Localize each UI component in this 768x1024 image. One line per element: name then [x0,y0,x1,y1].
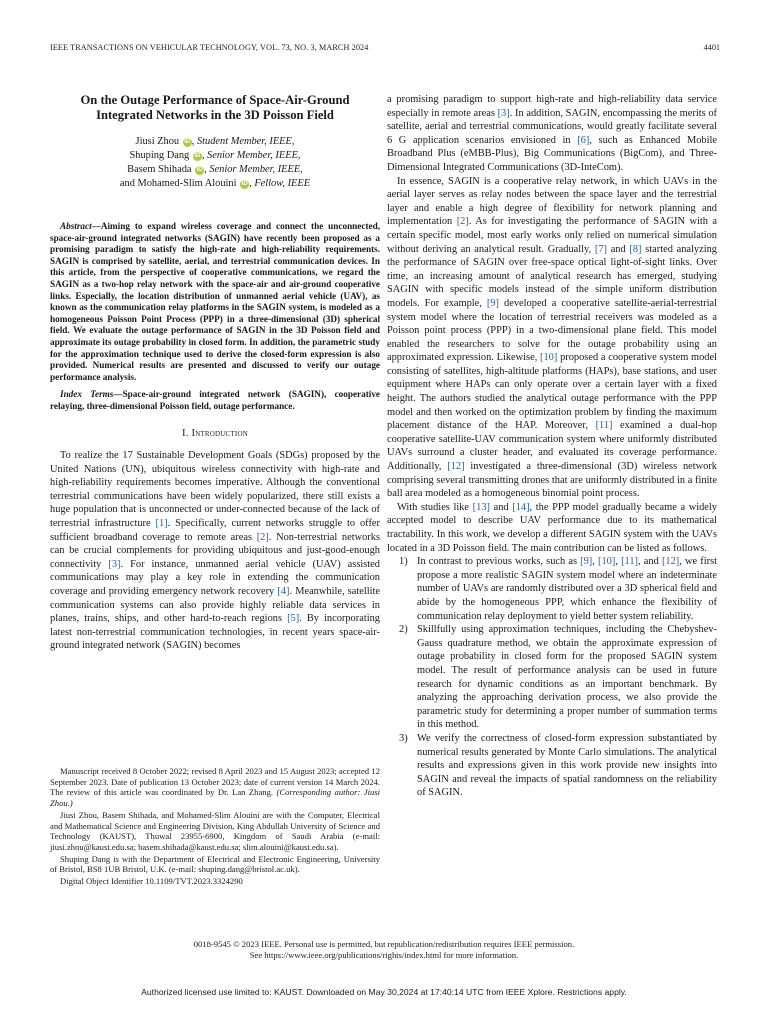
citation-link[interactable]: [6] [577,134,590,146]
contribution-item: 2) Skillfully using approximation techniques, including the Chebyshev-Gauss quadrature method, we obtain the approximate expression of outage probability in closed form for the proposed SAGIN system model. The result of performance analysis can be used in future research for dynamic conditions as an important benchmark. By analyzing the approaching derivation process, we also provide the parametric study for determining a proper number of summation terms in this method. [399,624,717,731]
affiliation-note: Jiusi Zhou, Basem Shihada, and Mohamed-Slim Alouini are with the Computer, Electrical and Mathematical Science and Engineering Division, King Abdullah University of Science and Technology (KAUST), Thuwal 23955-6900, Kingdom of Saudi Arabia (e-mail: jiusi.zhou@kaust.edu.sa; basem.shihada@kaust.edu.sa; slim.alouini@kaust.edu.sa). [50,809,380,852]
contribution-list [387,555,717,800]
doi-note: Digital Object Identifier 10.1109/TVT.2023.3324290 [60,876,243,887]
abstract-text: —Aiming to expand wireless coverage and connect the unconnected, space-air-ground integrated networks (SAGIN) have recently been proposed as a promising paradigm to satisfy the high-rate and high-reliability requirements. SAGIN is comprised by satellite, aerial, and terrestrial communication devices. In this article, from the perspective of cooperative communications, we regard the SAGIN as a two-hop relay network with the space-air and air-ground cooperative links. Especially, the location distribution of unmanned aerial vehicle (UAV), as known as the communication relay platforms in the SAGIN system, is modeled as a homogeneous Poisson Point Process (PPP) in a three-dimensional (3D) spherical field. We evaluate the outage performance of SAGIN in the 3D Poisson field and approximate its outage probability in closed form. In addition, the parametric study for the approximation technique used to derive the closed-form expression is also provided. Numerical results are presented and discussed to verify our outage performance analysis. [50,221,380,382]
author-line: Jiusi Zhou iD , Student Member, IEEE, [135,136,295,147]
citation-link[interactable]: [2] [256,531,269,543]
citation-link[interactable]: [8] [629,243,642,255]
author-name: Jiusi Zhou [135,136,180,147]
author-role: Senior Member, IEEE, [207,150,301,161]
citation-link[interactable]: [12] [661,556,680,568]
citation-link[interactable]: [14] [512,501,530,513]
citation-link[interactable]: [12] [447,461,465,473]
orcid-icon[interactable]: iD [241,181,248,187]
citation-link[interactable]: [9] [580,556,593,568]
intro-paragraph-2: In essence, SAGIN is a cooperative relay network, in which UAVs in the aerial layer serves as relay nodes between the space layer and the terrestrial layer and enable a high degree of flexibility for network planning and implementation [2]. As for investigating the performance of SAGIN with a certain specific model, most early works only relied on numerical simulation without deriving an analytical result. Gradually, [7] and [8] started analyzing the performance of SAGIN over free-space optical light-of-sight links. Over time, an increasing amount of analytical research has emerged, studying SAGIN with specific models instead of the simple uniform distribution models. For example, [9] developed a cooperative satellite-aerial-terrestrial system model where the location of terrestrial receivers was modeled as a Poisson point process (PPP) in a two-dimensional plane field. This model enabled the researchers to solve for the outage probability using an approximated expression. Likewise, [10] proposed a cooperative system model consisting of satellites, high-altitude platforms (HAPs), base stations, and user equipment where HAPs can only operate over a certain layer with a fixed height. The authors studied the analytical outage performance with the PPP model and then worked on the optimization problem by finding the maximum placement distance of the HAP. Moreover, [11] examined a dual-hop cooperative satellite-UAV communication system where uniformly distributed UAVs surround a cluster header, and evaluated its coverage performance. Additionally, [12] investigated a three-dimensional (3D) wireless network comprising several transmitting drones that are uniformly distributed in a finite ball area modeled as a homogeneous binomial point process. [387,175,718,500]
citation-link[interactable]: [11] [595,420,613,432]
manuscript-dates: Manuscript received 8 October 2022; revised 8 April 2023 and 15 August 2023; accepted 12 September 2023. Date of publication 13 October 2023; date of current version 14 March 2024. The review of this article was coordinated by Dr. Lan Zhang. [50,766,380,798]
journal-header: IEEE TRANSACTIONS ON VEHICULAR TECHNOLOGY, VOL. 73, NO. 3, MARCH 2024 [50,43,369,52]
contribution-number: 3) [399,732,408,744]
intro-paragraph-3: With studies like [13] and [14], the PPP model gradually became a widely accepted model to describe UAV performance due to its mathematical tractability. In this work, we develop a different SAGIN system with the UAVs located in a 3D Poisson field. The main contribution can be listed as follows. [387,501,717,554]
citation-link[interactable]: [7] [594,243,607,255]
intro-paragraph-1: To realize the 17 Sustainable Development Goals (SDGs) proposed by the United Nations (UN), ubiquitous wireless connectivity with high-rate and high-reliability requirements becomes imperative. Although the conventional terrestrial communications have been widely popularized, there still exists a huge population that is unconnected or under-connected because of the lack of terrestrial infrastructure [1]. Specifically, current networks struggle to offer sufficient broadband coverage to remote areas [2]. Non-terrestrial networks can be crucial complements for providing ubiquitous and just-good-enough connectivity [3]. For instance, unmanned aerial vehicle (UAV) assisted communications may play a key role in extending the communication coverage and providing emergency network recovery [4]. Meanwhile, satellite communication systems can also provide highly reliable data services in planes, trains, ships, and other hard-to-reach regions [5]. By incorporating latest non-terrestrial communication technologies, in recent years space-air-ground integrated network (SAGIN) becomes [50,450,380,652]
author-role: Fellow, IEEE [254,178,311,189]
citation-link[interactable]: [9] [486,297,500,309]
author-name: Mohamed-Slim Alouini [137,178,237,189]
index-terms [50,389,380,412]
left-column [50,93,380,653]
citation-link[interactable]: [1] [155,518,168,530]
page-number: 4401 [703,43,720,52]
author-role: Senior Member, IEEE, [209,164,303,175]
contribution-item: 1) In contrast to previous works, such as [9], [10], [11], and [12], we first propose a more realistic SAGIN system model where an indeterminate number of UAVs are randomly distributed over a 3D spherical field and abide by the homogeneous PPP, which enhance the flexibility of communication relay deployment to yield better system reliability. [399,556,717,622]
citation-link[interactable]: [5] [287,613,300,625]
section-numeral: I. [182,427,189,439]
rights-link[interactable]: See https://www.ieee.org/publications/rights/index.html for more information. [249,950,519,960]
abstract [50,221,380,383]
corresponding-author: (Corresponding author: Jiusi Zhou.) [50,787,380,809]
section-title: Introduction [191,427,248,439]
abstract-label: Abstract [60,221,92,231]
section-heading [50,427,380,441]
contribution-number: 1) [399,556,408,568]
author-line: Shuping Dang iD , Senior Member, IEEE, [129,150,301,161]
citation-link[interactable]: [10] [540,352,558,364]
author-list [50,135,380,191]
right-column [387,93,717,800]
author-line: and Mohamed-Slim Alouini iD , Fellow, IEEE [119,178,311,189]
citation-link[interactable]: [4] [277,586,290,598]
affiliation-note: Shuping Dang is with the Department of Electrical and Electronic Engineering, University of Bristol, BS8 1UB Bristol, U.K. (e-mail: shuping.dang@bristol.ac.uk). [50,853,380,875]
citation-link[interactable]: [10] [598,556,616,568]
intro-paragraph-continued: a promising paradigm to support high-rate and high-reliability data service especially in remote areas [3]. In addition, SAGIN, encompassing the merits of satellite, aerial and terrestrial communications, would greatly facilitate several 6 G application scenarios envisioned in [6], such as Enhanced Mobile Broadband Plus (eMBB-Plus), Big Communications (BigCom), and Three-Dimensional Integrated Communications (3D-InteCom). [387,94,717,173]
citation-link[interactable]: [2] [456,216,469,228]
paper-title: On the Outage Performance of Space-Air-Ground Integrated Networks in the 3D Poisson Field [80,93,350,122]
citation-link[interactable]: [3] [108,558,121,570]
license-notice: Authorized licensed use limited to: KAUST. Downloaded on May 30,2024 at 17:40:14 UTC from IEEE Xplore. Restrictions apply. [141,987,627,997]
author-prefix: and [119,178,138,189]
manuscript-note [50,766,380,809]
author-role: Student Member, IEEE, [196,136,295,147]
citation-link[interactable]: [13] [472,501,490,513]
orcid-icon[interactable]: iD [196,167,203,173]
index-terms-label: Index Terms [60,389,114,400]
author-name: Basem Shihada [127,164,192,175]
orcid-icon[interactable]: iD [194,153,201,159]
footnote [50,766,380,888]
copyright-line: 0018-9545 © 2023 IEEE. Personal use is permitted, but republication/redistribution requires IEEE permission. [193,939,575,949]
citation-link[interactable]: [3] [497,107,510,119]
copyright-notice [0,939,768,961]
index-terms-text: —Space-air-ground integrated network (SAGIN), cooperative relaying, three-dimensional Poisson field, outage performance. [50,389,380,411]
contribution-number: 2) [399,624,408,636]
citation-link[interactable]: [11] [621,556,639,568]
orcid-icon[interactable]: iD [184,139,191,145]
author-line: Basem Shihada iD , Senior Member, IEEE, [127,164,303,175]
author-name: Shuping Dang [129,150,190,161]
contribution-item: 3) We verify the correctness of closed-form expression substantiated by numerical results generated by Monte Carlo simulations. The analytical results and expressions given in this work provide new insights into SAGIN and reveal the impacts of spatial randomness on the reliability of SAGIN. [399,732,717,799]
